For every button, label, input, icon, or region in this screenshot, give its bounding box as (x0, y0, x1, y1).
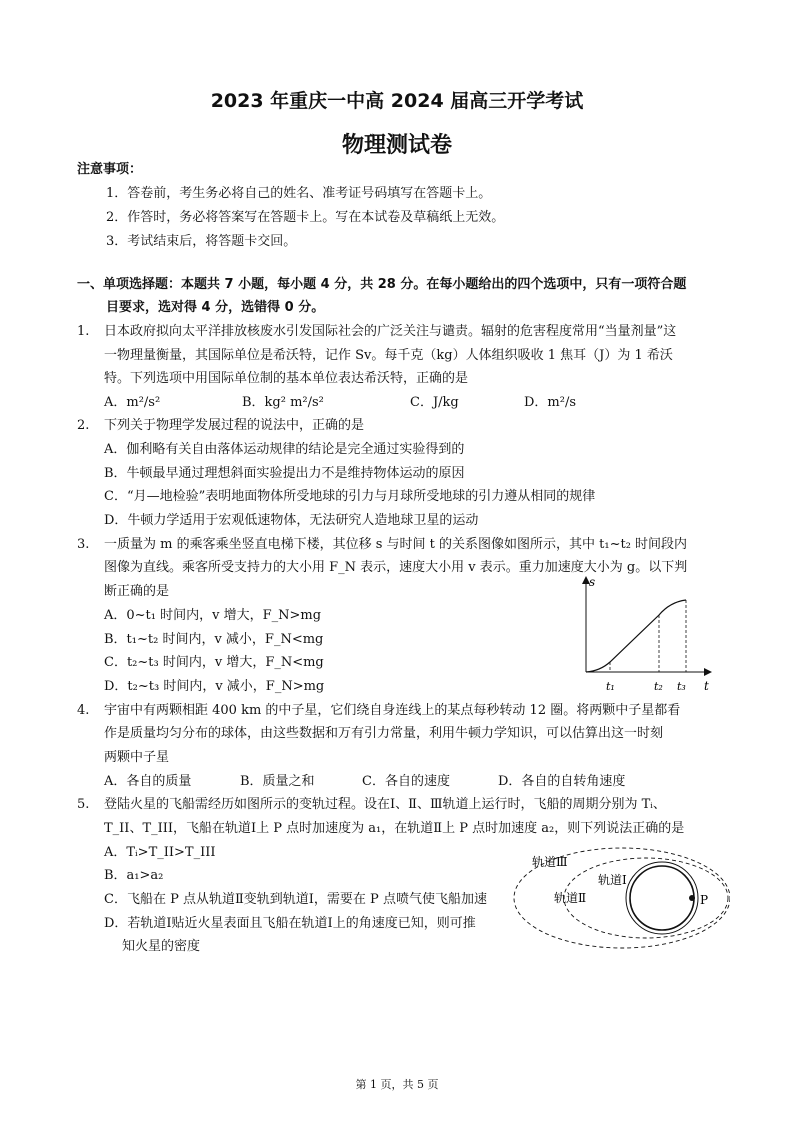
exam-subtitle: 物理测试卷 (341, 133, 452, 158)
q3-option-a: A．0~t₁ 时间内，v 增大，F_N>mg (104, 608, 322, 623)
page-footer: 第 1 页，共 5 页 (355, 1078, 439, 1091)
q2-option-b: B．牛顿最早通过理想斜面实验提出力不是维持物体运动的原因 (104, 466, 465, 481)
q4-option-a: A．各自的质量 (104, 774, 192, 789)
t2-label: t₂ (654, 680, 663, 693)
point-p-label: P (700, 893, 709, 907)
q1-option-d: D．m²/s (524, 395, 577, 410)
q5-option-d: D．若轨道Ⅰ贴近火星表面且飞船在轨道Ⅰ上的角速度已知，则可推 (104, 916, 476, 931)
question-number: 1. (77, 324, 90, 339)
orbit-diagram (510, 846, 730, 950)
q3-option-d: D．t₂~t₃ 时间内，v 减小，F_N>mg (104, 679, 325, 694)
orbit-1-label: 轨道Ⅰ (598, 873, 627, 887)
q4-option-b: B．质量之和 (240, 774, 315, 789)
q2-option-a: A．伽利略有关自由落体运动规律的结论是完全通过实验得到的 (104, 442, 465, 457)
notice-item: 1．答卷前，考生务必将自己的姓名、准考证号码填写在答题卡上。 (106, 186, 492, 201)
orbit-3-label: 轨道Ⅲ (532, 855, 568, 869)
s-t-curve (586, 600, 686, 672)
q1-option-a: A．m²/s² (104, 395, 161, 410)
q5-option-c: C．飞船在 P 点从轨道Ⅱ变轨到轨道Ⅰ，需要在 P 点喷气使飞船加速 (104, 892, 487, 907)
q2-stem: 下列关于物理学发展过程的说法中，正确的是 (104, 418, 365, 433)
notice-item: 3．考试结束后，将答题卡交回。 (106, 234, 297, 249)
notice-item: 2．作答时，务必将答案写在答题卡上。写在本试卷及草稿纸上无效。 (106, 210, 505, 225)
orbit-1 (626, 862, 698, 934)
section-heading-cont: 目要求，选对得 4 分，选错得 0 分。 (106, 300, 325, 315)
q5-stem-line: 登陆火星的飞船需经历如图所示的变轨过程。设在Ⅰ、Ⅱ、Ⅲ轨道上运行时，飞船的周期分别为 Tᵢ、 (104, 797, 666, 812)
q2-option-c: C．“月—地检验”表明地面物体所受地球的引力与月球所受地球的引力遵从相同的规律 (104, 489, 596, 504)
notice-heading: 注意事项： (77, 162, 143, 177)
t3-label: t₃ (677, 680, 686, 693)
q3-stem-line: 图像为直线。乘客所受支持力的大小用 F_N 表示，速度大小用 v 表示。重力加速度大小为 g。以下判 (104, 560, 688, 575)
q1-stem-line: 日本政府拟向太平洋排放核废水引发国际社会的广泛关注与谴责。辐射的危害程度常用“当量剂量”这 (104, 324, 677, 339)
y-axis-label: s (589, 575, 596, 589)
section-heading: 一、单项选择题：本题共 7 小题，每小题 4 分，共 28 分。在每小题给出的四个选项中，只有一项符合题 (77, 277, 687, 292)
x-axis-label: t (704, 679, 709, 693)
q5-stem-line: T_II、T_III，飞船在轨道Ⅰ上 P 点时加速度为 a₁，在轨道Ⅱ上 P 点时加速度 a₂，则下列说法正确的是 (104, 821, 685, 836)
question-number: 5. (77, 797, 90, 812)
q4-stem-line: 宇宙中有两颗相距 400 km 的中子星，它们绕自身连线上的某点每秒转动 12 圈。将两颗中子星都看 (104, 703, 681, 718)
q4-option-c: C．各自的速度 (362, 774, 450, 789)
point-p-marker (689, 895, 695, 901)
q1-option-c: C．J/kg (410, 395, 459, 410)
q3-stem-line: 一质量为 m 的乘客乘坐竖直电梯下楼，其位移 s 与时间 t 的关系图像如图所示，其中 t₁~t₂ 时间段内 (104, 537, 688, 552)
question-number: 4. (77, 703, 90, 718)
question-number: 3. (77, 537, 90, 552)
q4-stem-line: 两颗中子星 (104, 750, 170, 765)
q5-option-d-cont: 知火星的密度 (122, 939, 201, 954)
mars-planet (630, 866, 694, 930)
q3-option-b: B．t₁~t₂ 时间内，v 减小，F_N<mg (104, 632, 324, 647)
q1-option-b: B．kg² m²/s² (242, 395, 324, 410)
q3-option-c: C．t₂~t₃ 时间内，v 增大，F_N<mg (104, 655, 324, 670)
question-number: 2. (77, 418, 90, 433)
q4-stem-line: 作是质量均匀分布的球体，由这些数据和万有引力常量，利用牛顿力学知识，可以估算出这一时刻 (104, 726, 664, 741)
q3-stem-line: 断正确的是 (104, 584, 170, 599)
orbit-2-label: 轨道Ⅱ (554, 891, 587, 905)
exam-title: 2023 年重庆一中高 2024 届高三开学考试 (210, 90, 584, 112)
q2-option-d: D．牛顿力学适用于宏观低速物体，无法研究人造地球卫星的运动 (104, 513, 479, 528)
q1-stem-line: 特。下列选项中用国际单位制的基本单位表达希沃特，正确的是 (104, 371, 469, 386)
s-t-graph (570, 572, 720, 698)
q1-stem-line: 一物理量衡量，其国际单位是希沃特，记作 Sv。每千克（kg）人体组织吸收 1 焦耳（J）为 1 希沃 (104, 348, 673, 363)
t1-label: t₁ (606, 680, 615, 693)
q5-option-b: B．a₁>a₂ (104, 868, 164, 883)
q4-option-d: D．各自的自转角速度 (498, 774, 626, 789)
q5-option-a: A．Tᵢ>T_II>T_III (104, 845, 216, 860)
